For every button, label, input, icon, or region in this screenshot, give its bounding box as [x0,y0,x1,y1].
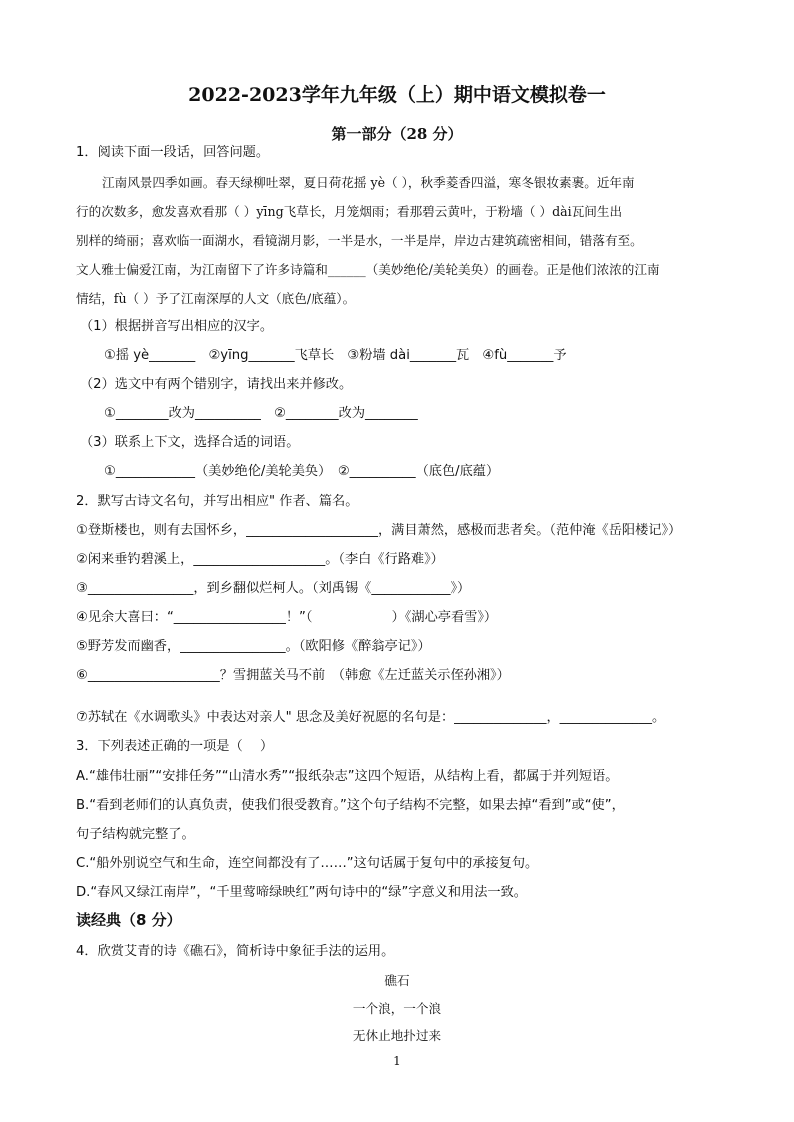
para-2: 行的次数多，愈发喜欢看那（ ）yīng飞草长，月笼烟雨；看那碧云黄叶，于粉墙（ ）dài瓦间生出 [76,204,623,219]
q3-c: C.“船外别说空气和生命，连空间都没有了……”这句话属于复句中的承接复句。 [76,856,539,871]
q2-5: ⑤野芳发而幽香，________________。（欧阳修《醉翁亭记》） [76,639,431,654]
q1-1-answers: ①摇 yè_______ ②yīng_______飞草长 ③粉墙 dài_______瓦 ④fù_______予 [104,348,567,363]
q3-d: D.“春风又绿江南岸”，“千里莺啼绿映红”两句诗中的“绿”字意义和用法一致。 [76,885,527,900]
q3-b2: 句子结构就完整了。 [76,827,195,842]
q1-3: （3）联系上下文，选择合适的词语。 [80,435,300,450]
poem-line-2: 无休止地扑过来 [352,1028,442,1043]
q1-1: （1）根据拼音写出相应的汉字。 [80,319,274,334]
para-1: 江南风景四季如画。春天绿柳吐翠，夏日荷花摇 yè（ ），秋季菱香四溢，寒冬银妆素裹。近年南 [102,175,635,190]
q2-2: ②闲来垂钓碧溪上，____________________。（李白《行路难》） [76,552,444,567]
q4-prompt: 4．欣赏艾青的诗《礁石》，简析诗中象征手法的运用。 [76,944,395,959]
para-5: 情结，fù（ ）予了江南深厚的人文（底色/底蕴）。 [76,291,356,306]
q3-prompt: 3．下列表述正确的一项是（ ） [76,739,274,754]
q2-1: ①登斯楼也，则有去国怀乡，____________________，满目萧然，感极而悲者矣。（范仲淹《岳阳楼记》） [76,523,682,538]
section-heading: 第一部分（28 分） [331,125,463,143]
q3-b1: B.“看到老师们的认真负责，使我们很受教育。”这个句子结构不完整，如果去掉“看到”或“使”， [76,798,625,813]
q2-3: ③________________，到乡翻似烂柯人。（刘禹锡《____________》） [76,581,471,596]
q2-7: ⑦苏轼在《水调歌头》中表达对亲人" 思念及美好祝愿的名句是：______________，______________。 [76,710,666,725]
page-number: 1 [393,1054,401,1068]
exam-title: 2022-2023学年九年级（上）期中语文模拟卷一 [188,84,606,106]
q1-2: （2）选文中有两个错别字，请找出来并修改。 [80,377,353,392]
q3-a: A.“雄伟壮丽”“安排任务”“山清水秀”“报纸杂志”这四个短语，从结构上看，都属于并列短语。 [76,769,619,784]
poem-title: 礁石 [384,973,410,988]
q1-prompt: 1．阅读下面一段话，回答问题。 [76,145,270,160]
poem-line-1: 一个浪，一个浪 [352,1001,442,1016]
section-read: 读经典（8 分） [76,911,182,929]
para-4: 文人雅士偏爱江南，为江南留下了许多诗篇和______（美妙绝伦/美轮美奂）的画卷。正是他们浓浓的江南 [76,262,660,277]
q1-2-answers: ①________改为__________ ②________改为________ [104,406,418,421]
q1-3-answers: ①____________（美妙绝伦/美轮美奂） ②__________（底色/底蕴） [104,464,500,479]
q2-6: ⑥____________________？雪拥蓝关马不前 （韩愈《左迁蓝关示侄孙湘》） [76,668,510,683]
para-3: 别样的绮丽；喜欢临一面湖水，看镜湖月影，一半是水，一半是岸，岸边古建筑疏密相间，错落有至。 [76,233,643,248]
q2-4: ④见余大喜曰：“_________________！”（ ）《湖心亭看雪》） [76,610,498,625]
q2-prompt: 2．默写古诗文名句，并写出相应" 作者、篇名。 [76,494,359,509]
